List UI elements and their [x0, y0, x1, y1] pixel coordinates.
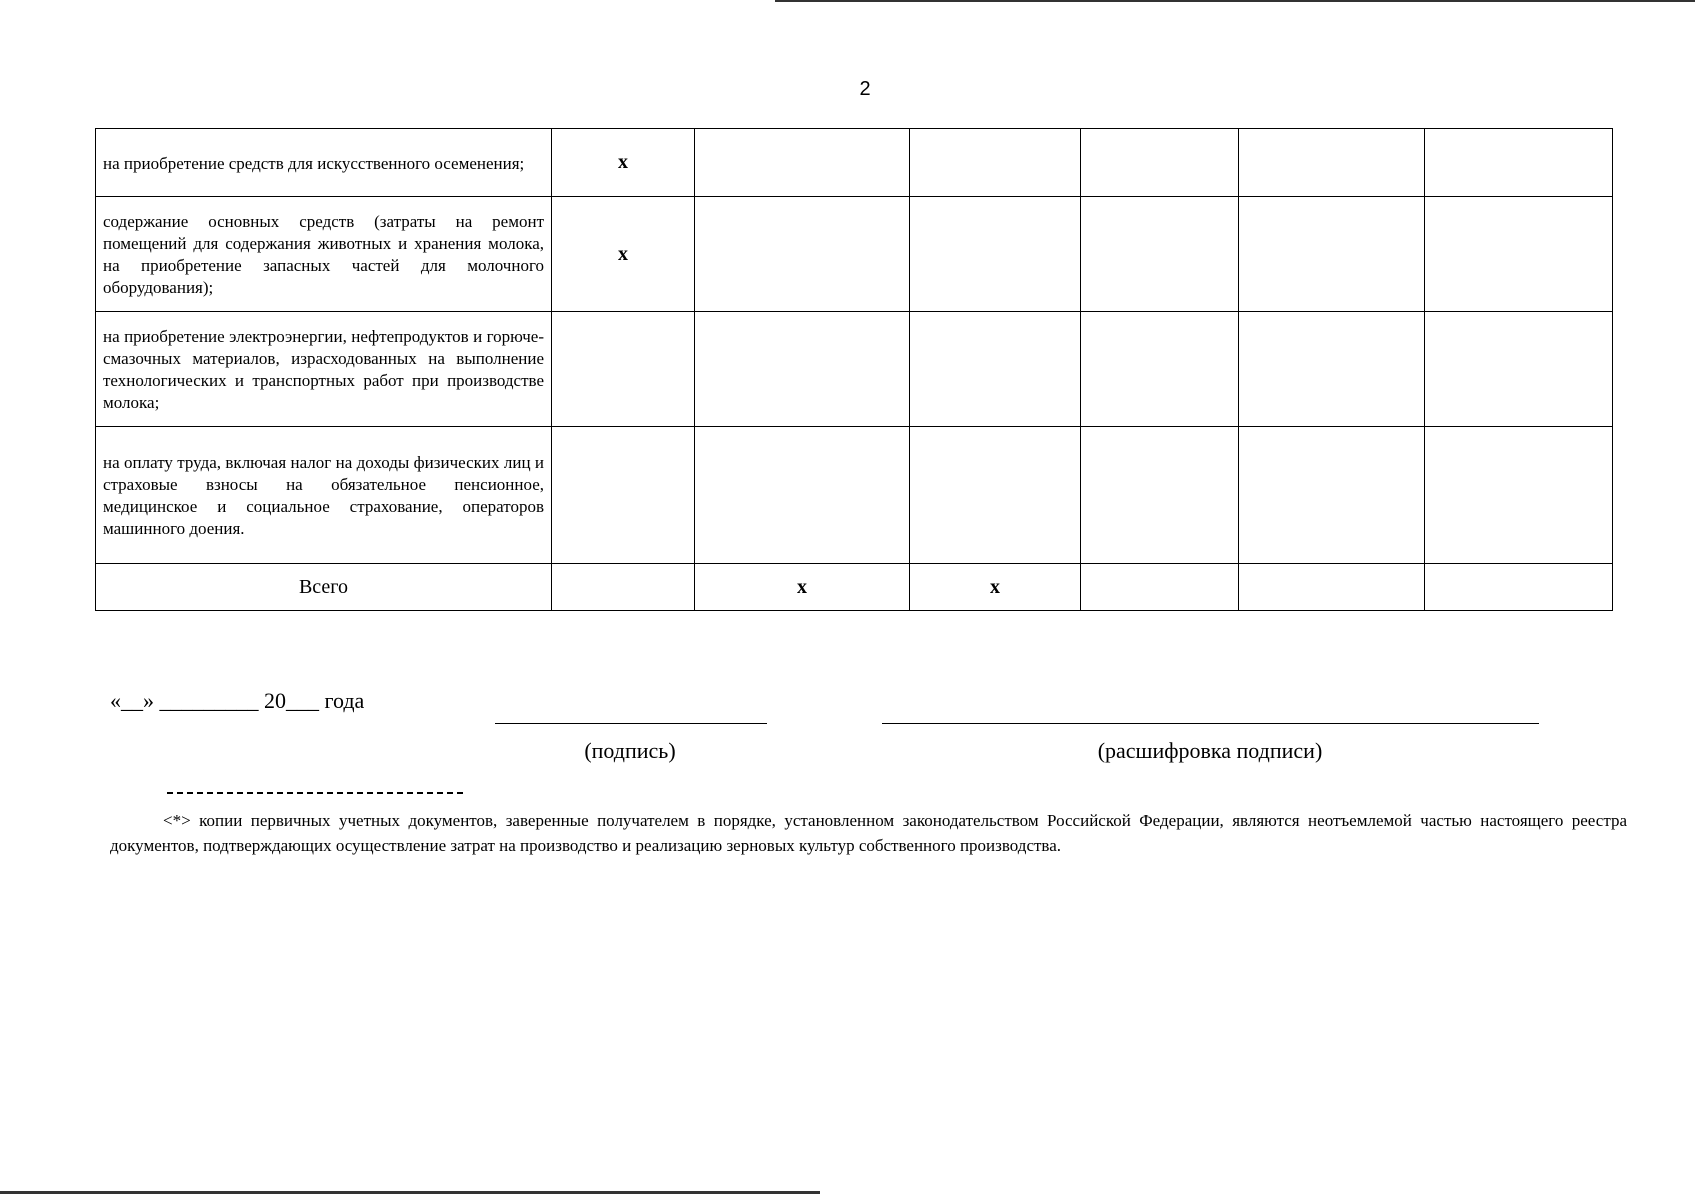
table-cell — [1081, 129, 1239, 197]
table-cell — [1081, 312, 1239, 427]
table-cell — [1425, 129, 1613, 197]
total-label: Всего — [96, 564, 552, 611]
table-cell — [1239, 197, 1425, 312]
table-cell — [1425, 427, 1613, 564]
table-cell — [1081, 197, 1239, 312]
scan-edge-top — [775, 0, 1695, 2]
footnote: <*> копии первичных учетных документов, заверенные получателем в порядке, установленном законодательством Российской Федерации, являются неотъемлемой частью настоящего реестра документов, подтверждающих осуществление затрат на производство и реализацию зерновых культур собственного производства. — [110, 811, 1627, 855]
signature-decoding-caption: (расшифровка подписи) — [1097, 738, 1323, 763]
signature-decoding-line — [882, 723, 1539, 724]
row-description: на приобретение электроэнергии, нефтепродуктов и горюче-смазочных материалов, израсходованных на выполнение технологических и транспортных работ при производстве молока; — [96, 312, 552, 427]
table-cell — [552, 564, 695, 611]
page-number: 2 — [859, 78, 871, 100]
table-cell — [695, 197, 910, 312]
table-cell: x — [552, 129, 695, 197]
table-cell — [695, 427, 910, 564]
table-cell — [910, 197, 1081, 312]
table-row — [96, 197, 1613, 312]
date-field: «__» _________ 20___ года — [110, 688, 365, 713]
table-cell: x — [552, 197, 695, 312]
row-description: содержание основных средств (затраты на ремонт помещений для содержания животных и хранения молока, на приобретение запасных частей для молочного оборудования); — [96, 197, 552, 312]
table-cell — [1239, 564, 1425, 611]
expense-register-table — [95, 128, 1613, 611]
signature-caption: (подпись) — [584, 738, 676, 763]
table-cell — [1081, 564, 1239, 611]
table-row — [96, 312, 1613, 427]
table-cell — [1239, 129, 1425, 197]
footnote-separator — [167, 792, 463, 794]
table-row — [96, 129, 1613, 197]
table-cell — [1081, 427, 1239, 564]
table-cell — [1239, 427, 1425, 564]
table-cell — [552, 427, 695, 564]
table-cell — [910, 129, 1081, 197]
table-cell — [552, 312, 695, 427]
table-cell — [695, 312, 910, 427]
scan-edge-bottom — [0, 1191, 820, 1194]
table-cell — [1425, 564, 1613, 611]
table-cell — [1239, 312, 1425, 427]
table-cell — [1425, 312, 1613, 427]
table-cell — [910, 312, 1081, 427]
table-cell — [695, 129, 910, 197]
table-cell — [1425, 197, 1613, 312]
signature-line — [495, 723, 767, 724]
table-cell: x — [910, 564, 1081, 611]
table-row — [96, 427, 1613, 564]
row-description: на приобретение средств для искусственного осеменения; — [96, 129, 552, 197]
table-cell: x — [695, 564, 910, 611]
row-description: на оплату труда, включая налог на доходы физических лиц и страховые взносы на обязательное пенсионное, медицинское и социальное страхование, операторов машинного доения. — [96, 427, 552, 564]
total-row — [96, 564, 1613, 611]
table-cell — [910, 427, 1081, 564]
